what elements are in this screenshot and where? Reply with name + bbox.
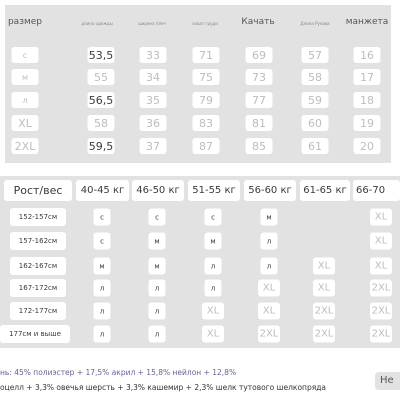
size-cell: с: [12, 47, 39, 63]
sleeve-cell: 59: [302, 92, 329, 108]
sleeve-cell: 58: [302, 69, 329, 85]
size-cell: л: [94, 326, 111, 343]
size-cell: XL: [202, 326, 224, 343]
hem-header: Качать: [241, 17, 275, 27]
height-label: 167-172см: [10, 279, 66, 297]
height-label: 157-162см: [10, 232, 66, 250]
length-cell: 59,5: [88, 139, 114, 153]
cuff-cell: 19: [354, 115, 381, 131]
size-cell: XL: [370, 258, 392, 275]
hem-cell: 81: [246, 115, 273, 131]
length-cell: 56,5: [88, 93, 114, 107]
sleeve-cell: 57: [302, 47, 329, 63]
cuff-cell: 20: [354, 138, 381, 154]
size-cell: с: [149, 209, 166, 226]
size-cell: 2XL: [258, 326, 280, 343]
cuff-header: манжета: [345, 17, 389, 27]
shoulder-cell: 35: [140, 92, 167, 108]
size-cell: 2XL: [313, 326, 335, 343]
size-cell: 2XL: [12, 138, 39, 154]
length-cell: 53,5: [88, 48, 114, 62]
size-cell: м: [94, 258, 111, 275]
height-label: 162-167см: [10, 257, 66, 275]
size-cell: с: [94, 209, 111, 226]
sleeve-length-header: Длина Рукава: [300, 21, 330, 26]
size-cell: 2XL: [313, 303, 335, 320]
size-cell: м: [261, 209, 278, 226]
height-label: 177см и выше: [0, 325, 70, 343]
size-cell: л: [94, 303, 111, 320]
chest-header: охват груди: [192, 21, 218, 26]
height-label: 172-177см: [10, 302, 66, 320]
shoulder-width-header: ширина плеч: [138, 21, 166, 26]
size-cell: 2XL: [370, 326, 392, 343]
size-cell: м: [149, 258, 166, 275]
weight-header: 66-70: [353, 180, 400, 201]
clothing-length-header: длина одежды: [81, 21, 113, 26]
size-cell: XL: [258, 303, 280, 320]
hem-cell: 73: [246, 69, 273, 85]
size-cell: м: [149, 233, 166, 250]
shoulder-cell: 36: [140, 115, 167, 131]
size-cell: XL: [370, 233, 392, 250]
weight-header: 56-60 кг: [244, 180, 296, 201]
length-cell: 58: [88, 115, 115, 131]
chest-cell: 83: [193, 115, 220, 131]
height-label: 152-157см: [10, 208, 66, 226]
chest-cell: 87: [193, 138, 220, 154]
size-cell: л: [149, 326, 166, 343]
size-cell: XL: [313, 280, 335, 297]
fabric-composition-line2: оцелл + 3,3% овечья шерсть + 3,3% кашемир + 2,3% шелк тутового шелкопряда: [0, 383, 327, 392]
height-weight-header: Рост/вес: [4, 180, 72, 201]
hem-cell: 77: [246, 92, 273, 108]
size-cell: л: [205, 258, 222, 275]
size-cell: XL: [258, 280, 280, 297]
chest-cell: 75: [193, 69, 220, 85]
size-cell: с: [205, 209, 222, 226]
weight-header: 51-55 кг: [188, 180, 240, 201]
cuff-cell: 16: [354, 47, 381, 63]
chest-cell: 79: [193, 92, 220, 108]
size-cell: л: [149, 303, 166, 320]
shoulder-cell: 34: [140, 69, 167, 85]
size-cell: 2XL: [370, 280, 392, 297]
weight-header: 40-45 кг: [76, 180, 129, 201]
size-column-header: размер: [7, 17, 43, 27]
height-weight-table: [0, 176, 400, 348]
size-cell: л: [12, 92, 39, 108]
size-chart-table: [5, 5, 391, 163]
length-cell: 55: [88, 69, 115, 85]
sleeve-cell: 61: [302, 138, 329, 154]
cuff-cell: 17: [354, 69, 381, 85]
size-cell: XL: [202, 303, 224, 320]
size-cell: 2XL: [370, 303, 392, 320]
size-cell: л: [205, 280, 222, 297]
size-cell: м: [205, 233, 222, 250]
sleeve-cell: 60: [302, 115, 329, 131]
hem-cell: 85: [246, 138, 273, 154]
side-tab[interactable]: Не: [375, 372, 400, 390]
cuff-cell: 18: [354, 92, 381, 108]
chest-cell: 71: [193, 47, 220, 63]
size-cell: XL: [313, 258, 335, 275]
size-cell: л: [261, 258, 278, 275]
size-cell: л: [261, 233, 278, 250]
shoulder-cell: 33: [140, 47, 167, 63]
size-cell: XL: [370, 209, 392, 226]
weight-header: 46-50 кг: [132, 180, 184, 201]
shoulder-cell: 37: [140, 138, 167, 154]
weight-header: 61-65 кг: [300, 180, 350, 201]
size-cell: XL: [12, 115, 39, 131]
size-cell: л: [149, 280, 166, 297]
size-cell: м: [12, 69, 39, 85]
size-cell: л: [94, 280, 111, 297]
size-cell: с: [94, 233, 111, 250]
fabric-composition-line1: нь: 45% полиэстер + 17,5% акрил + 15,8% нейлон + 12,8%: [0, 368, 237, 377]
hem-cell: 69: [246, 47, 273, 63]
